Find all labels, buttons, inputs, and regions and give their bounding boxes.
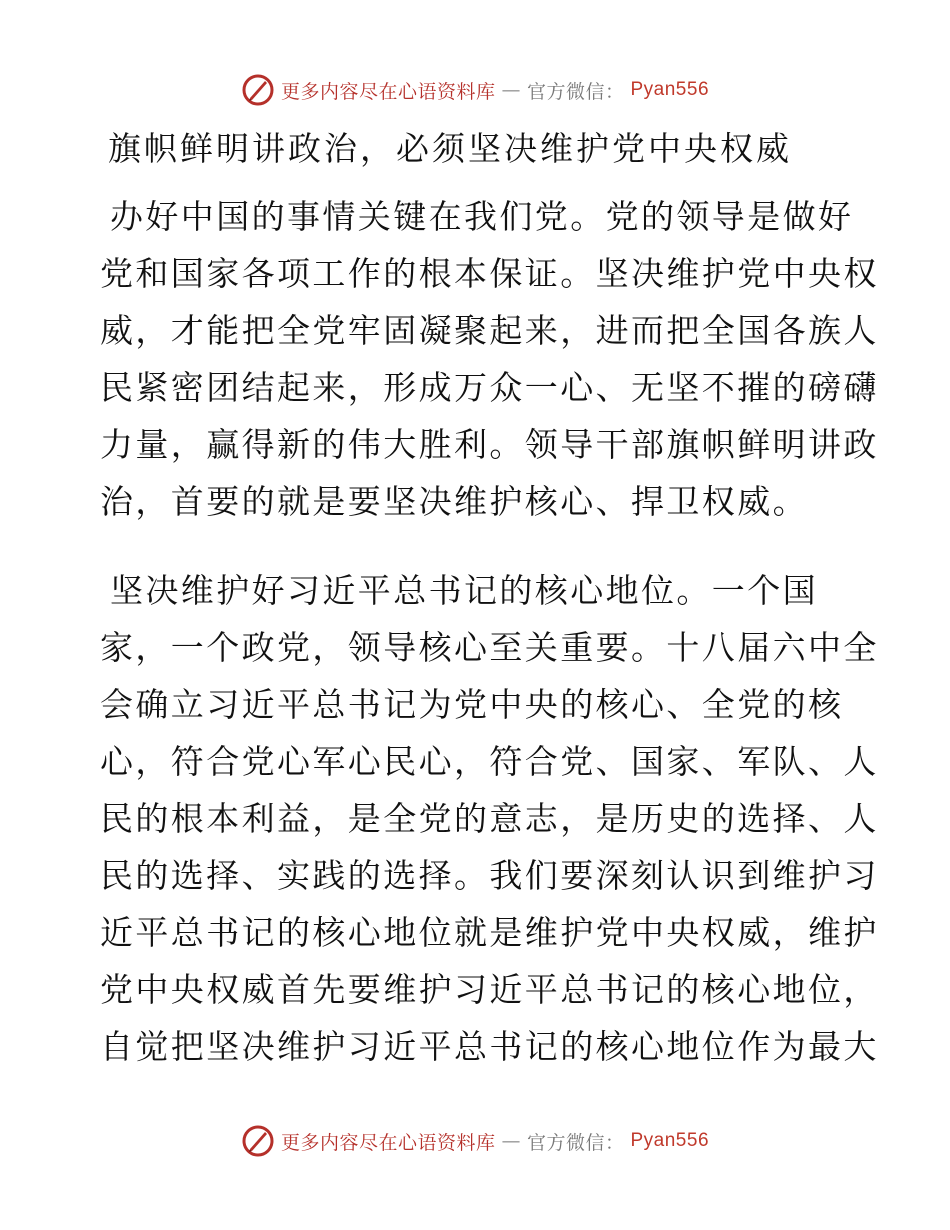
paragraph-line: 民紧密团结起来，形成万众一心、无坚不摧的磅礴 bbox=[100, 368, 879, 407]
paragraph-line: 民的根本利益，是全党的意志，是历史的选择、人 bbox=[100, 799, 879, 838]
paragraph-line: 威，才能把全党牢固凝聚起来，进而把全国各族人 bbox=[100, 311, 879, 350]
paragraph-line: 办好中国的事情关键在我们党。党的领导是做好 bbox=[110, 197, 854, 236]
watermark-label: 官方微信： bbox=[526, 80, 625, 103]
paragraph-line: 党中央权威首先要维护习近平总书记的核心地位， bbox=[100, 970, 879, 1009]
watermark-wechat-id: Pyan556 bbox=[630, 79, 710, 100]
watermark-text: 更多内容尽在心语资料库 bbox=[280, 1131, 496, 1154]
paragraph-line: 治，首要的就是要坚决维护核心、捍卫权威。 bbox=[100, 482, 808, 521]
paragraph-line: 自觉把坚决维护习近平总书记的核心地位作为最大 bbox=[100, 1027, 879, 1066]
watermark-label: 官方微信： bbox=[526, 1131, 625, 1154]
quill-logo-icon bbox=[241, 1124, 275, 1158]
quill-logo-icon bbox=[241, 73, 275, 107]
paragraph-line: 党和国家各项工作的根本保证。坚决维护党中央权 bbox=[100, 254, 879, 293]
watermark-header bbox=[0, 73, 950, 107]
paragraph-line: 会确立习近平总书记为党中央的核心、全党的核 bbox=[100, 685, 844, 724]
paragraph-line: 心，符合党心军心民心，符合党、国家、军队、人 bbox=[100, 742, 879, 781]
paragraph-line: 民的选择、实践的选择。我们要深刻认识到维护习 bbox=[100, 856, 879, 895]
watermark-footer bbox=[0, 1124, 950, 1158]
watermark-wechat-id: Pyan556 bbox=[630, 1130, 710, 1151]
paragraph-2 bbox=[100, 562, 879, 1075]
watermark-separator: — bbox=[501, 1130, 521, 1152]
watermark-separator: — bbox=[501, 79, 521, 101]
paragraph-line: 家，一个政党，领导核心至关重要。十八届六中全 bbox=[100, 628, 879, 667]
page-title: 旗帜鲜明讲政治，必须坚决维护党中央权威 bbox=[108, 129, 792, 168]
paragraph-line: 坚决维护好习近平总书记的核心地位。一个国 bbox=[110, 571, 818, 610]
paragraph-line: 力量，赢得新的伟大胜利。领导干部旗帜鲜明讲政 bbox=[100, 425, 879, 464]
paragraph-line: 近平总书记的核心地位就是维护党中央权威，维护 bbox=[100, 913, 879, 952]
paragraph-1 bbox=[100, 188, 879, 530]
watermark-text: 更多内容尽在心语资料库 bbox=[280, 80, 496, 103]
